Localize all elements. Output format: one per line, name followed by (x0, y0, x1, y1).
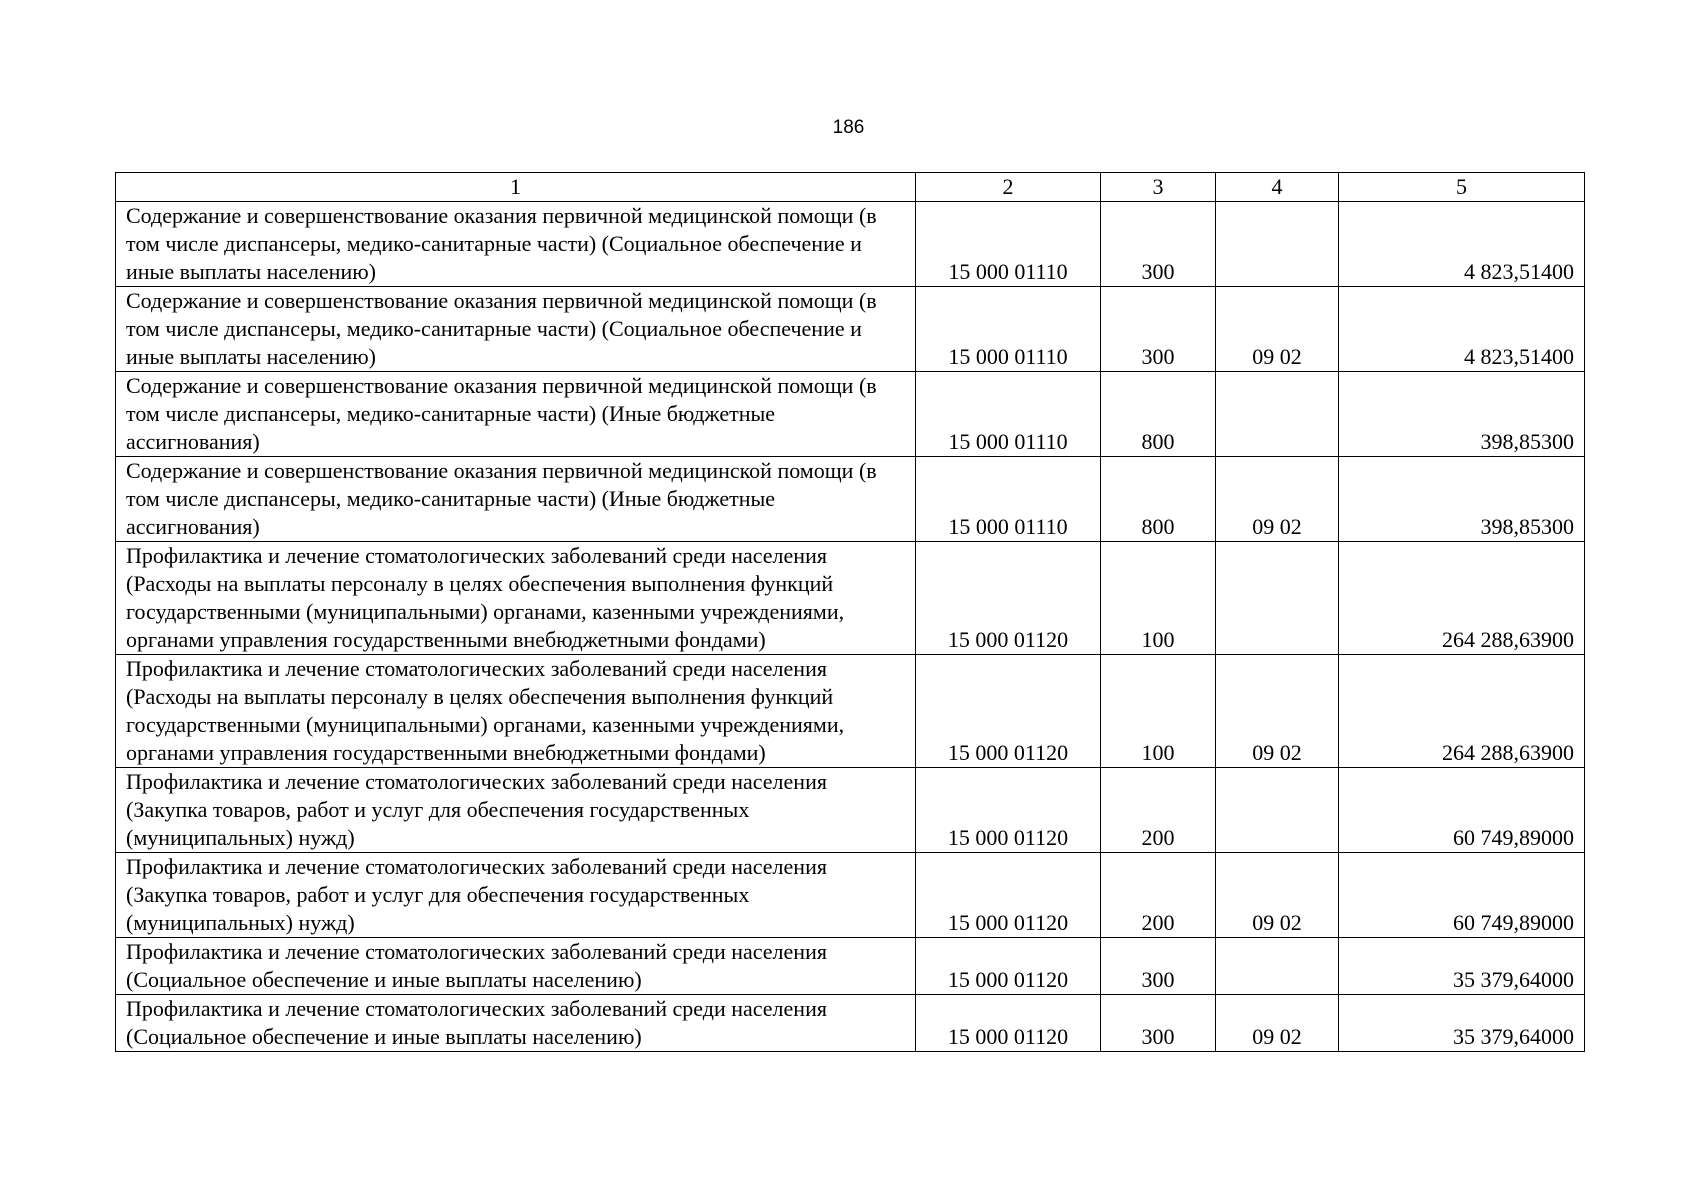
row-section-code (1216, 372, 1339, 457)
row-amount: 60 749,89000 (1339, 768, 1585, 853)
row-amount: 60 749,89000 (1339, 853, 1585, 938)
row-amount: 264 288,63900 (1339, 542, 1585, 655)
table-row (116, 995, 1585, 1052)
table-header-row (116, 173, 1585, 202)
table-row (116, 768, 1585, 853)
row-target-article-code: 15 000 01110 (916, 372, 1101, 457)
row-description: Содержание и совершенствование оказания первичной медицинской помощи (в том числе диспансеры, медико-санитарные части) (Иные бюджетные ассигнования) (116, 372, 916, 457)
row-amount: 398,85300 (1339, 457, 1585, 542)
column-header: 4 (1216, 173, 1339, 202)
table-row (116, 202, 1585, 287)
row-expense-type-code: 300 (1101, 938, 1216, 995)
row-description: Профилактика и лечение стоматологических заболеваний среди населения (Закупка товаров, работ и услуг для обеспечения государственных (муниципальных) нужд) (116, 853, 916, 938)
row-section-code: 09 02 (1216, 853, 1339, 938)
column-header: 5 (1339, 173, 1585, 202)
row-expense-type-code: 100 (1101, 655, 1216, 768)
row-description: Профилактика и лечение стоматологических заболеваний среди населения (Расходы на выплаты персоналу в целях обеспечения выполнения функций государственными (муниципальными) органами, казенными учреждениями, органами управления государственными внебюджетными фондами) (116, 542, 916, 655)
row-amount: 4 823,51400 (1339, 202, 1585, 287)
row-expense-type-code: 200 (1101, 853, 1216, 938)
row-amount: 35 379,64000 (1339, 995, 1585, 1052)
table-row (116, 287, 1585, 372)
table-row (116, 542, 1585, 655)
row-section-code: 09 02 (1216, 655, 1339, 768)
row-target-article-code: 15 000 01110 (916, 457, 1101, 542)
row-expense-type-code: 100 (1101, 542, 1216, 655)
row-description: Содержание и совершенствование оказания первичной медицинской помощи (в том числе диспансеры, медико-санитарные части) (Социальное обеспечение и иные выплаты населению) (116, 287, 916, 372)
row-target-article-code: 15 000 01120 (916, 853, 1101, 938)
row-amount: 4 823,51400 (1339, 287, 1585, 372)
row-section-code (1216, 202, 1339, 287)
row-section-code: 09 02 (1216, 995, 1339, 1052)
row-target-article-code: 15 000 01110 (916, 202, 1101, 287)
row-description: Содержание и совершенствование оказания первичной медицинской помощи (в том числе диспансеры, медико-санитарные части) (Иные бюджетные ассигнования) (116, 457, 916, 542)
row-description: Профилактика и лечение стоматологических заболеваний среди населения (Закупка товаров, работ и услуг для обеспечения государственных (муниципальных) нужд) (116, 768, 916, 853)
table-row (116, 938, 1585, 995)
row-expense-type-code: 300 (1101, 287, 1216, 372)
row-target-article-code: 15 000 01120 (916, 768, 1101, 853)
table-row (116, 655, 1585, 768)
row-expense-type-code: 800 (1101, 372, 1216, 457)
row-target-article-code: 15 000 01120 (916, 938, 1101, 995)
row-target-article-code: 15 000 01110 (916, 287, 1101, 372)
row-description: Профилактика и лечение стоматологических заболеваний среди населения (Социальное обеспечение и иные выплаты населению) (116, 995, 916, 1052)
row-amount: 264 288,63900 (1339, 655, 1585, 768)
row-description: Содержание и совершенствование оказания первичной медицинской помощи (в том числе диспансеры, медико-санитарные части) (Социальное обеспечение и иные выплаты населению) (116, 202, 916, 287)
row-amount: 35 379,64000 (1339, 938, 1585, 995)
table-row (116, 457, 1585, 542)
row-section-code: 09 02 (1216, 457, 1339, 542)
budget-table (115, 172, 1585, 1052)
row-target-article-code: 15 000 01120 (916, 995, 1101, 1052)
row-section-code (1216, 768, 1339, 853)
column-header: 2 (916, 173, 1101, 202)
row-expense-type-code: 300 (1101, 995, 1216, 1052)
row-description: Профилактика и лечение стоматологических заболеваний среди населения (Социальное обеспечение и иные выплаты населению) (116, 938, 916, 995)
row-section-code (1216, 542, 1339, 655)
page-number: 186 (832, 117, 865, 138)
row-section-code: 09 02 (1216, 287, 1339, 372)
row-target-article-code: 15 000 01120 (916, 655, 1101, 768)
row-description: Профилактика и лечение стоматологических заболеваний среди населения (Расходы на выплаты персоналу в целях обеспечения выполнения функций государственными (муниципальными) органами, казенными учреждениями, органами управления государственными внебюджетными фондами) (116, 655, 916, 768)
column-header: 3 (1101, 173, 1216, 202)
row-expense-type-code: 200 (1101, 768, 1216, 853)
column-header: 1 (116, 173, 916, 202)
row-target-article-code: 15 000 01120 (916, 542, 1101, 655)
row-section-code (1216, 938, 1339, 995)
table-row (116, 372, 1585, 457)
row-expense-type-code: 800 (1101, 457, 1216, 542)
row-expense-type-code: 300 (1101, 202, 1216, 287)
table-row (116, 853, 1585, 938)
row-amount: 398,85300 (1339, 372, 1585, 457)
